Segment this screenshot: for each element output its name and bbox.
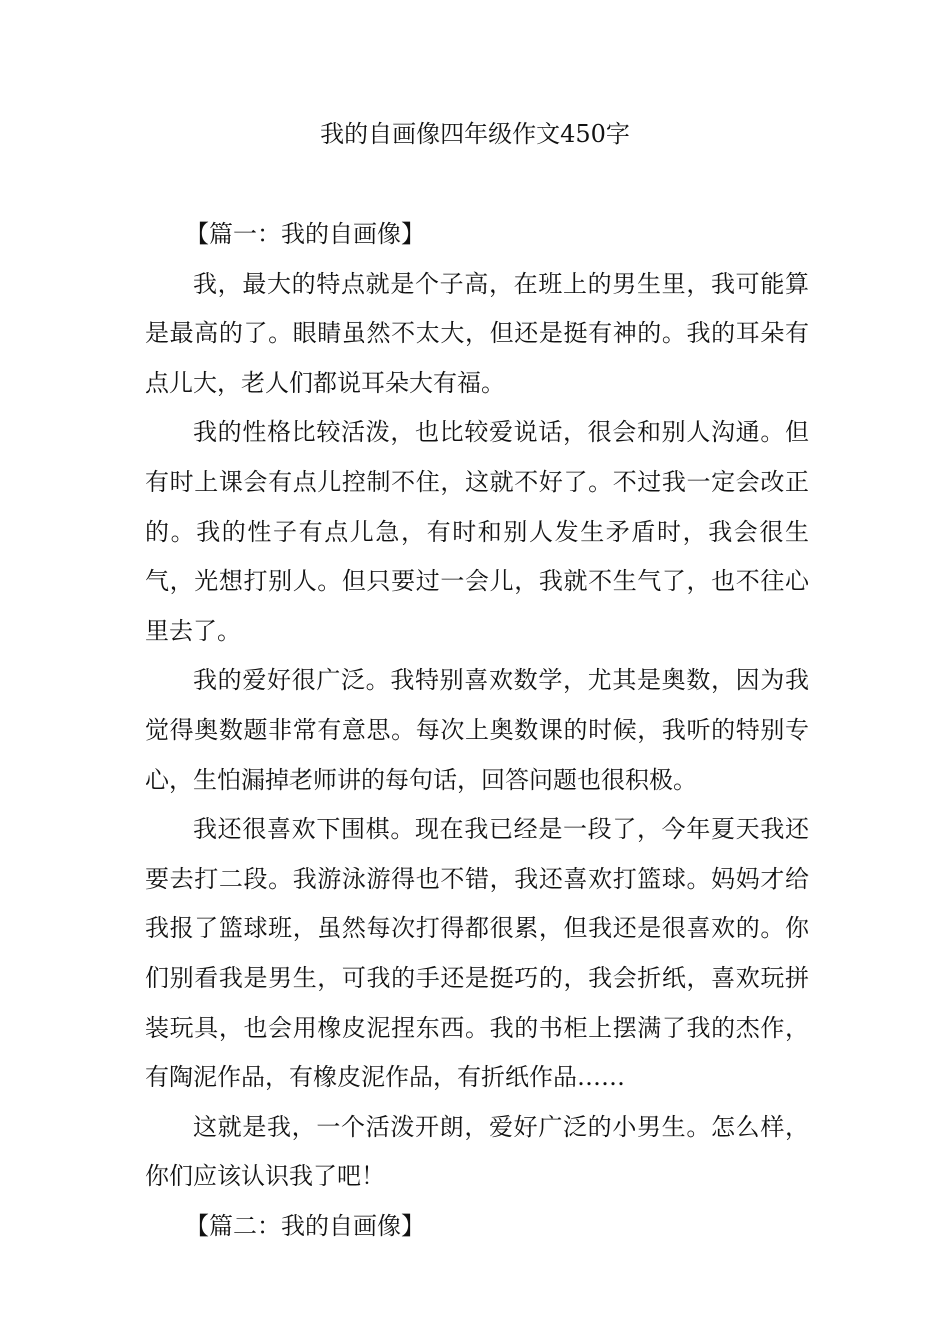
section-heading-2: 【篇二：我的自画像】: [185, 1211, 425, 1240]
paragraph-3: 我的爱好很广泛。我特别喜欢数学，尤其是奥数，因为我觉得奥数题非常有意思。每次上奥数课的时候，我听的特别专心，生怕漏掉老师讲的每句话，回答问题也很积极。: [145, 666, 809, 794]
paragraph-2: 我的性格比较活泼，也比较爱说话，很会和别人沟通。但有时上课会有点儿控制不住，这就不好了。不过我一定会改正的。我的性子有点儿急，有时和别人发生矛盾时，我会很生气，光想打别人。但只要过一会儿，我就不生气了，也不往心里去了。: [145, 418, 809, 645]
document-title: 我的自画像四年级作文450字: [320, 120, 630, 148]
paragraph-1: 我，最大的特点就是个子高，在班上的男生里，我可能算是最高的了。眼睛虽然不太大，但还是挺有神的。我的耳朵有点儿大，老人们都说耳朵大有福。: [145, 269, 809, 397]
section-heading-1: 【篇一：我的自画像】: [185, 220, 425, 248]
paragraph-5: 这就是我，一个活泼开朗，爱好广泛的小男生。怎么样，你们应该认识我了吧！: [145, 1112, 809, 1191]
document-body: [145, 210, 809, 1251]
paragraph-4: 我还很喜欢下围棋。现在我已经是一段了，今年夏天我还要去打二段。我游泳游得也不错，我还喜欢打篮球。妈妈才给我报了篮球班，虽然每次打得都很累，但我还是很喜欢的。你们别看我是男生，可我的手还是挺巧的，我会折纸，喜欢玩拼装玩具，也会用橡皮泥捏东西。我的书柜上摆满了我的杰作，有陶泥作品，有橡皮泥作品，有折纸作品……: [145, 815, 809, 1092]
